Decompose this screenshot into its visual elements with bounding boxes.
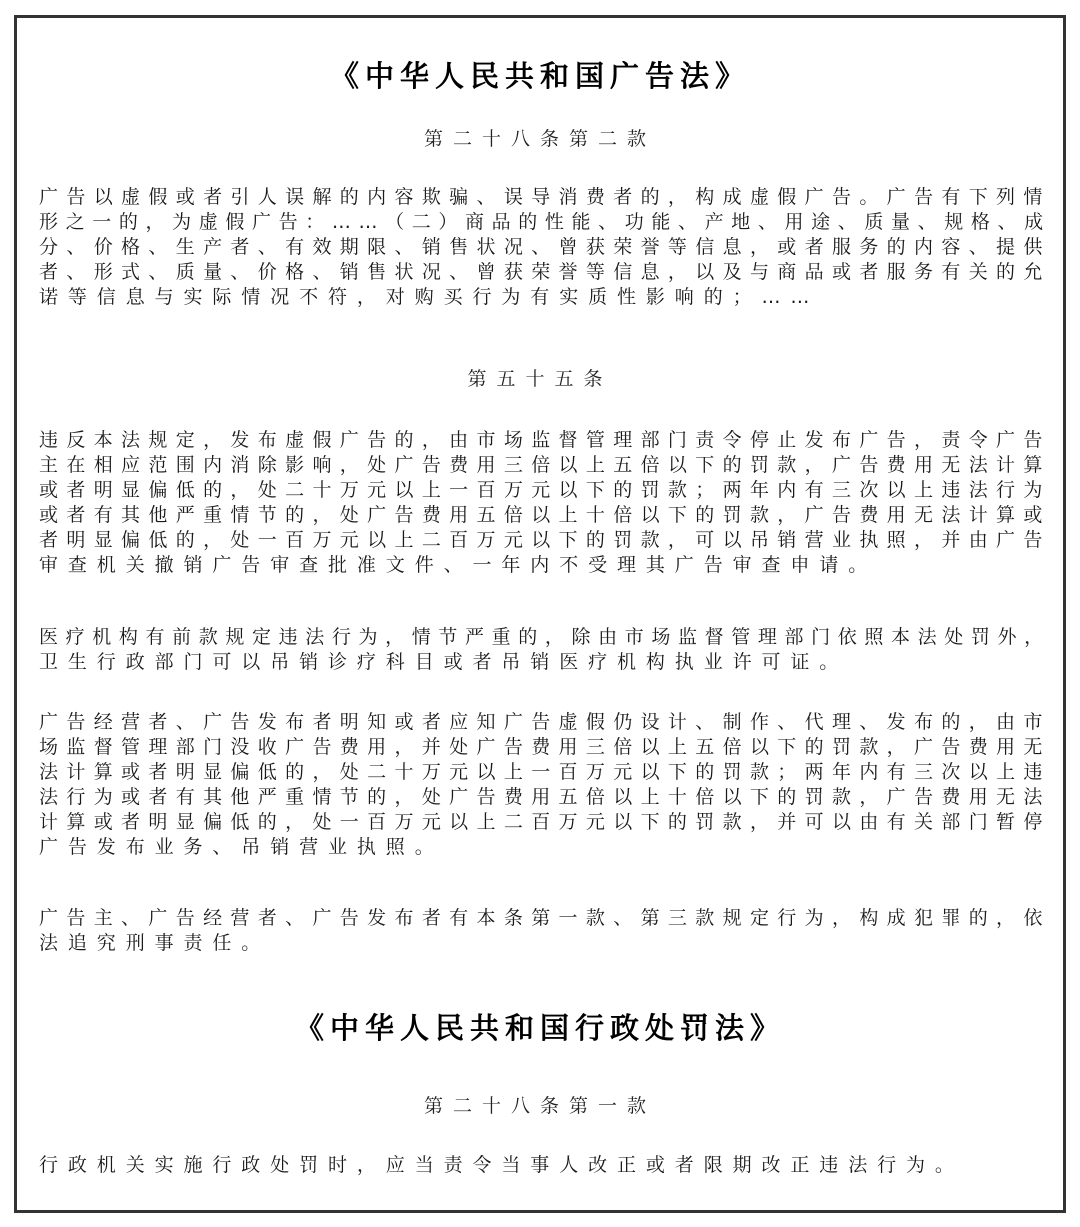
text-line: 法 计 算 或 者 明 显 偏 低 的 ， 处 二 十 万 元 以 上 一 百 万 元 以 下 的 罚 款 ； 两 年 内 有 三 次 以 上 违 [39,761,1043,783]
text-line: 广 告 主 、 广 告 经 营 者 、 广 告 发 布 者 有 本 条 第 一 款 、 第 三 款 规 定 行 为 ， 构 成 犯 罪 的 ， 依 [39,907,1043,929]
text-line: 或 者 有 其 他 严 重 情 节 的 ， 处 广 告 费 用 五 倍 以 上 十 倍 以 下 的 罚 款 ， 广 告 费 用 无 法 计 算 或 [39,504,1043,526]
paragraph-article-55-clause-2 [39,625,1051,675]
text-line: 审查机关撤销广告审查批准文件、一年内不受理其广告审查申请。 [39,554,878,576]
article-heading-55: 第五十五条 [467,368,613,390]
text-line: 诺等信息与实际情况不符，对购买行为有实质性影响的；…… [39,286,820,308]
law-title-advertising-law: 《中华人民共和国广告法》 [329,59,750,93]
paragraph-administrative-penalty-rectification [39,1153,1051,1178]
text-line: 或 者 明 显 偏 低 的 ， 处 二 十 万 元 以 上 一 百 万 元 以 下 的 罚 款 ； 两 年 内 有 三 次 以 上 违 法 行 为 [39,479,1043,501]
text-line: 者 明 显 偏 低 的 ， 处 一 百 万 元 以 上 二 百 万 元 以 下 的 罚 款 ， 可 以 吊 销 营 业 执 照 ， 并 由 广 告 [39,529,1043,551]
text-line: 医 疗 机 构 有 前 款 规 定 违 法 行 为 ， 情 节 严 重 的 ， 除 由 市 场 监 督 管 理 部 门 依 照 本 法 处 罚 外 ， [39,626,1044,648]
text-line: 分 、 价 格 、 生 产 者 、 有 效 期 限 、 销 售 状 况 、 曾 获 荣 誉 等 信 息 ， 或 者 服 务 的 内 容 、 提 供 [39,236,1043,258]
paragraph-article-55-clause-3 [39,710,1051,860]
article-heading-28-2: 第二十八条第二款 [423,128,656,150]
text-line: 形 之 一 的 ， 为 虚 假 广 告 ： … … （ 二 ） 商 品 的 性 能 、 功 能 、 产 地 、 用 途 、 质 量 、 规 格 、 成 [39,211,1044,233]
paragraph-article-55-clause-4 [39,906,1051,956]
text-line: 广告发布业务、吊销营业执照。 [39,836,444,858]
document-frame [14,15,1066,1213]
text-line: 者 、 形 式 、 质 量 、 价 格 、 销 售 状 况 、 曾 获 荣 誉 等 信 息 ， 以 及 与 商 品 或 者 服 务 有 关 的 允 [39,261,1043,283]
paragraph-false-advertising-definition [39,185,1051,310]
text-line: 广 告 以 虚 假 或 者 引 人 误 解 的 内 容 欺 骗 、 误 导 消 费 者 的 ， 构 成 虚 假 广 告 。 广 告 有 下 列 情 [39,186,1043,208]
article-heading-28-1: 第二十八条第一款 [423,1095,656,1117]
text-line: 法追究刑事责任。 [39,932,271,954]
text-line: 场 监 督 管 理 部 门 没 收 广 告 费 用 ， 并 处 广 告 费 用 三 倍 以 上 五 倍 以 下 的 罚 款 ， 广 告 费 用 无 [39,736,1043,758]
text-line: 法 行 为 或 者 有 其 他 严 重 情 节 的 ， 处 广 告 费 用 五 倍 以 上 十 倍 以 下 的 罚 款 ， 广 告 费 用 无 法 [39,786,1043,808]
text-line: 行政机关实施行政处罚时，应当责令当事人改正或者限期改正违法行为。 [39,1154,964,1176]
text-line: 计 算 或 者 明 显 偏 低 的 ， 处 一 百 万 元 以 上 二 百 万 元 以 下 的 罚 款 ， 并 可 以 由 有 关 部 门 暂 停 [39,811,1043,833]
text-line: 卫生行政部门可以吊销诊疗科目或者吊销医疗机构执业许可证。 [39,651,849,673]
text-line: 违 反 本 法 规 定 ， 发 布 虚 假 广 告 的 ， 由 市 场 监 督 管 理 部 门 责 令 停 止 发 布 广 告 ， 责 令 广 告 [39,429,1043,451]
law-title-administrative-penalty-law: 《中华人民共和国行政处罚法》 [294,1011,785,1045]
text-line: 主 在 相 应 范 围 内 消 除 影 响 ， 处 广 告 费 用 三 倍 以 上 五 倍 以 下 的 罚 款 ， 广 告 费 用 无 法 计 算 [39,454,1043,476]
text-line: 广 告 经 营 者 、 广 告 发 布 者 明 知 或 者 应 知 广 告 虚 假 仍 设 计 、 制 作 、 代 理 、 发 布 的 ， 由 市 [39,711,1043,733]
paragraph-article-55-clause-1 [39,428,1051,578]
